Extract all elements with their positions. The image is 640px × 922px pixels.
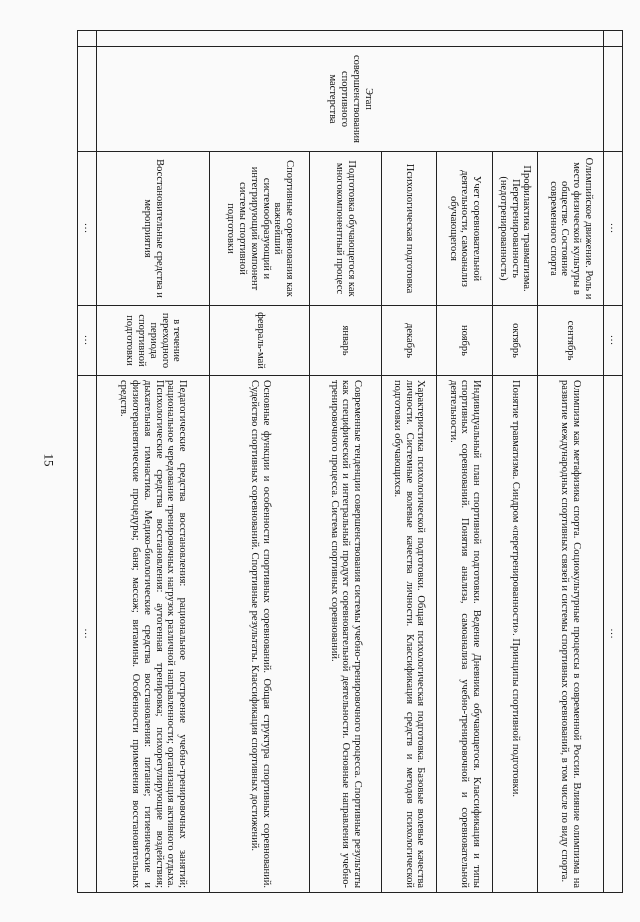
month-cell: в течение переходного периода спортивной подготовки [96,306,210,376]
ellipsis-cell: … [604,306,623,376]
table-row [381,31,437,893]
content-cell: Индивидуальный план спортивной подготовки. Ведение Дневника обучающегося. Классификация и типы спортивных соревнований. Понятия анализа, самоанализа учебно-тренировочной и соревновательной деятельности. [437,376,493,893]
content-cell: Основные функции и особенности спортивных соревнований. Общая структура спортивных соревнований. Судейство спортивных соревнований. Спортивные результаты. Классификация спортивных достижений. [210,376,310,893]
content-cell: Современные тенденции совершенствования системы учебно-тренировочного процесса. Спортивные результаты как специфический и интегральный продукт соревновательной деятельности. Основные направления учебно-тренировочного процесса. Система спортивных соревнований. [310,376,381,893]
table-row [310,31,381,893]
topic-cell: Подготовка обучающегося как многокомпонентный процесс [310,152,381,306]
rotated-table-wrapper [77,30,623,892]
month-cell: декабрь [381,306,437,376]
table-row [210,31,310,893]
month-cell: ноябрь [437,306,493,376]
content-cell: Педагогические средства восстановления: рациональное построение учебно-тренировочных занятий; рациональное чередование тренировочных нагрузок различной направленности; организация активного отдыха. Психологические средства восстановления: аутогенная тренировка; психорегулирующие воздействия; дыхательная гимнастика. Медико-биологические средства восстановления: питание; гигиенические и физиотерапевтические процедуры; баня; массаж; витамины. Особенности применения восстановительных средств. [96,376,210,893]
content-cell: Понятие травматизма. Синдром «перетренированности». Принципы спортивной подготовки. [492,376,537,893]
page-number: 15 [41,453,57,467]
ellipsis-cell: … [604,376,623,893]
month-cell: февраль-май [210,306,310,376]
topic-cell: Спортивные соревнования как важнейший системообразующий и интегрирующий компонент системы спортивной подготовки [210,152,310,306]
table-row [78,31,97,893]
table-cell [604,47,623,152]
month-cell: октябрь [492,306,537,376]
ellipsis-cell: … [78,306,97,376]
table-row [437,31,493,893]
topic-cell: Профилактика травматизма. Перетренированность (недотренированность) [492,152,537,306]
ellipsis-cell: … [604,152,623,306]
table-cell [78,31,97,47]
content-cell: Олимпизм как метафизика спорта. Социокультурные процессы в современной России. Влияние олимпизма на развитие международных спортивных связей и системы спортивных соревнований, в том числе по виду спорта. [537,376,604,893]
table-row [492,31,537,893]
table-cell [96,31,604,47]
table-cell [604,31,623,47]
month-cell: январь [310,306,381,376]
topic-cell: Восстановительные средства и мероприятия [96,152,210,306]
ellipsis-cell: … [78,152,97,306]
topic-cell: Учет соревновательной деятельности, самоанализ обучающегося [437,152,493,306]
stage-label: Этап совершенствования спортивного мастерства [96,47,604,152]
content-cell: Характеристика психологической подготовки. Общая психологическая подготовка. Базовые волевые качества личности. Системные волевые качества личности. Классификация средств и методов психологической подготовки обучающихся. [381,376,437,893]
table-row [604,31,623,893]
ellipsis-cell: … [78,376,97,893]
curriculum-table [77,30,623,893]
topic-cell: Психологическая подготовка [381,152,437,306]
table-row [96,31,210,893]
topic-cell: Олимпийское движение. Роль и место физической культуры в обществе. Состояние современного спорта [537,152,604,306]
table-cell [78,47,97,152]
month-cell: сентябрь [537,306,604,376]
table-row [537,31,604,893]
